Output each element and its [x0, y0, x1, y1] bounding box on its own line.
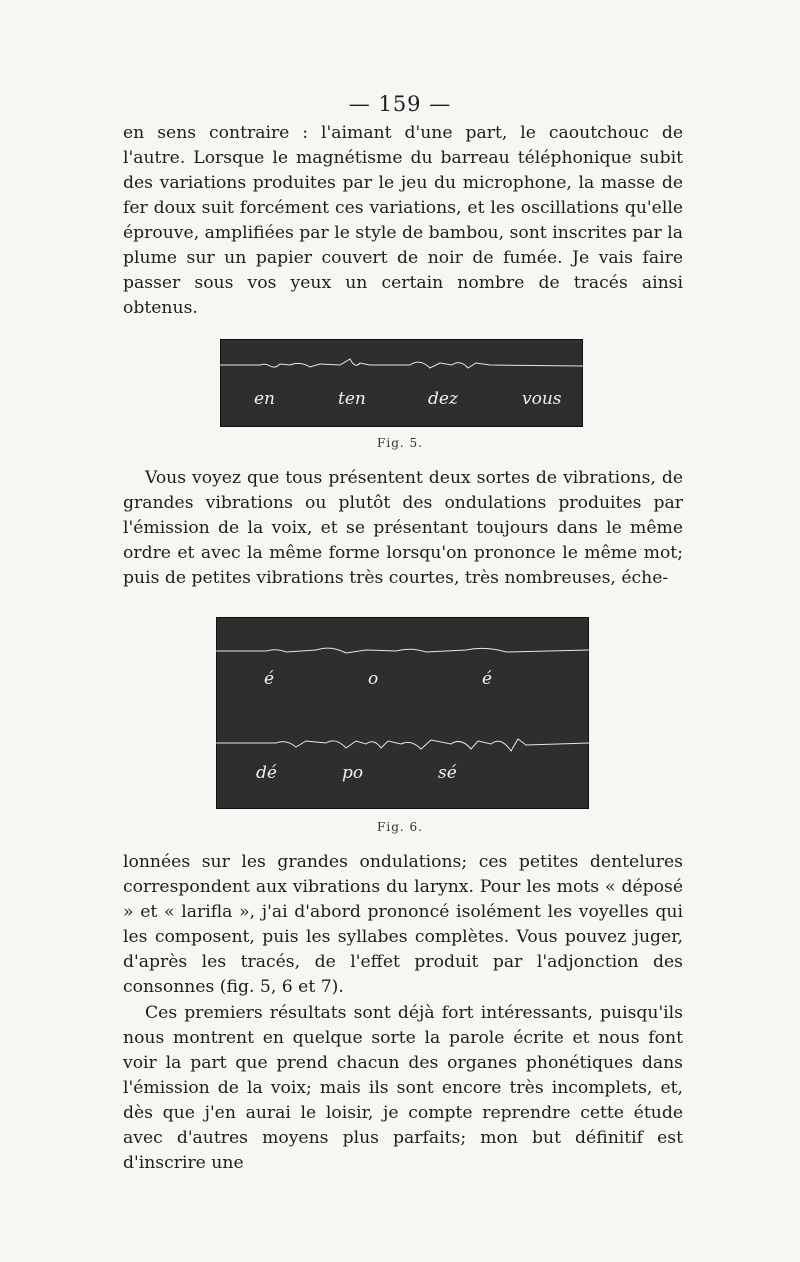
fig6-top-label-e2: é [482, 669, 493, 689]
fig5-label-dez: dez [428, 389, 458, 409]
figure-6-caption: Fig. 6. [377, 820, 423, 834]
fig5-label-en: en [254, 389, 276, 409]
figure-5-caption: Fig. 5. [377, 436, 423, 450]
fig6-top-label-e1: é [264, 669, 275, 689]
paragraph-vibrations: Vous voyez que tous présentent deux sortes de vibrations, de grandes vibrations ou plutôt des ondulations produites par l'émission de la voix, et se présentant toujours dans le même ordre et avec la même forme lorsqu'on prononce le même mot; puis de petites vibrations très courtes, très nombreuses, éche- [123, 468, 683, 588]
page-number: — 159 — [348, 92, 452, 116]
figure-6-trace [216, 617, 589, 809]
fig6-bottom-label-de: dé [256, 763, 277, 783]
fig5-label-ten: ten [338, 389, 366, 409]
paragraph-intro: en sens contraire : l'aimant d'une part, le caoutchouc de l'autre. Lorsque le magnétisme du barreau téléphonique subit des variations produites par le jeu du microphone, la masse de fer doux suit forcément ces variations, et les oscillations qu'elle éprouve, amplifiées par le style de bambou, sont inscrites par la plume sur un papier couvert de noir de fumée. Je vais faire passer sous vos yeux un certain nombre de tracés ainsi obtenus. [123, 123, 683, 318]
fig6-bottom-label-po: po [342, 763, 364, 783]
figure-5-trace [220, 339, 583, 427]
fig6-top-label-o: o [368, 669, 379, 689]
fig6-bottom-label-se: sé [438, 763, 457, 783]
paragraph-consonants: lonnées sur les grandes ondulations; ces petites dentelures correspondent aux vibrations du larynx. Pour les mots « déposé » et « larifla », j'ai d'abord prononcé isolément les voyelles qui les composent, puis les syllabes complètes. Vous pouvez juger, d'après les tracés, de l'effet produit par l'adjonction des consonnes (fig. 5, 6 et 7). [123, 852, 683, 997]
trace-line-fig5 [220, 339, 583, 427]
paragraph-results: Ces premiers résultats sont déjà fort intéressants, puisqu'ils nous montrent en quelque sorte la parole écrite et nous font voir la part que prend chacun des organes phonétiques dans l'émission de la voix; mais ils sont encore très incomplets, et, dès que j'en aurai le loisir, je compte reprendre cette étude avec d'autres moyens plus parfaits; mon but définitif est d'inscrire une [123, 1003, 683, 1173]
fig5-label-vous: vous [522, 389, 562, 409]
